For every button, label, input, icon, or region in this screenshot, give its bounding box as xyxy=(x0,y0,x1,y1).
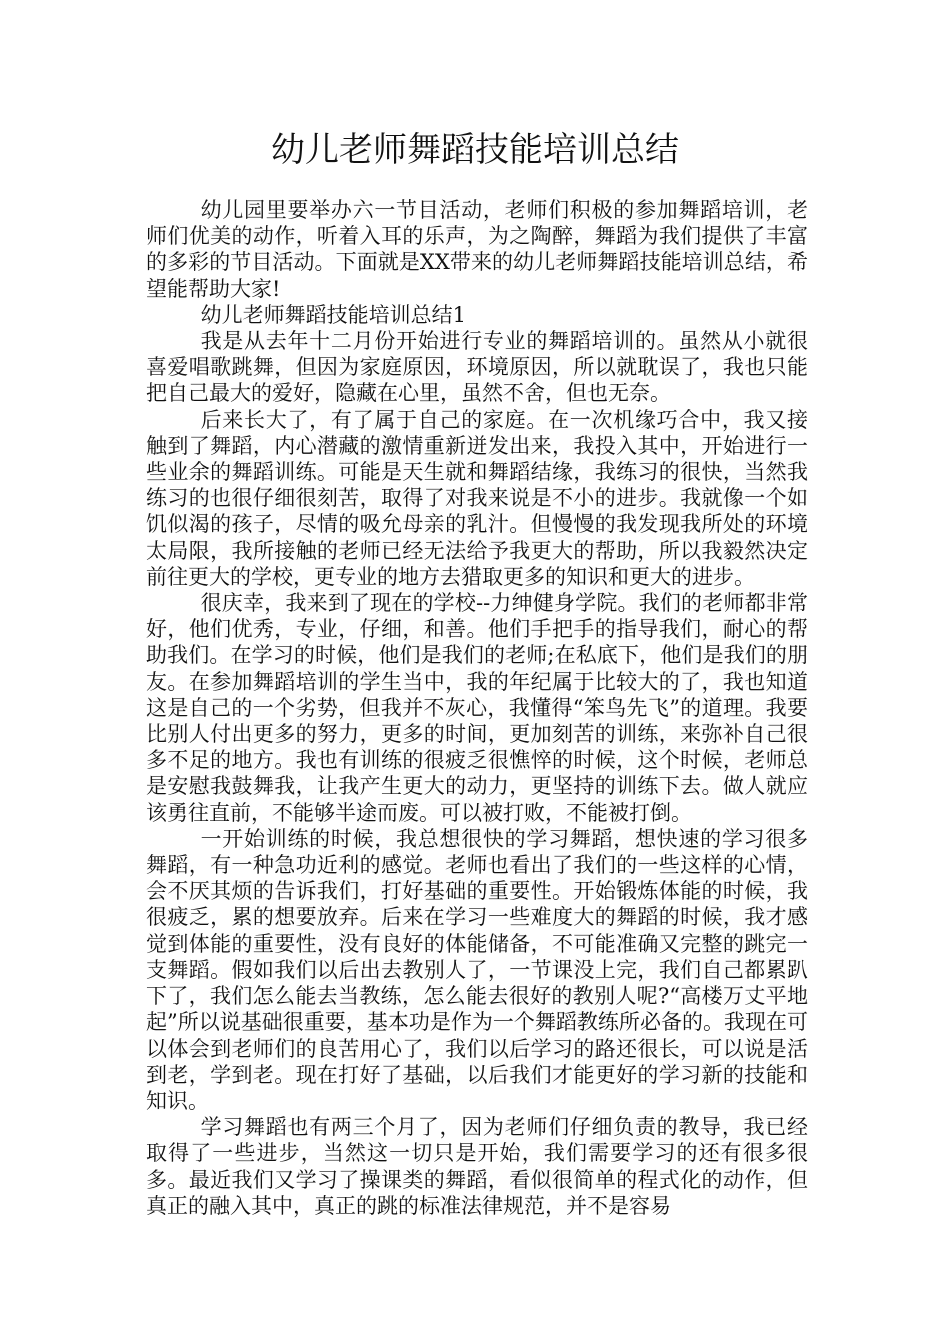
paragraph: 一开始训练的时候，我总想很快的学习舞蹈，想快速的学习很多舞蹈，有一种急功近利的感觉。老师也看出了我们的一些这样的心情，会不厌其烦的告诉我们，打好基础的重要性。开始锻炼体能的时候，我很疲乏，累的想要放弃。后来在学习一些难度大的舞蹈的时候，我才感觉到体能的重要性，没有良好的体能储备，不可能准确又完整的跳完一支舞蹈。假如我们以后出去教别人了，一节课没上完，我们自己都累趴下了，我们怎么能去当教练，怎么能去很好的教别人呢?“高楼万丈平地起”所以说基础很重要，基本功是作为一个舞蹈教练所必备的。我现在可以体会到老师们的良苦用心了，我们以后学习的路还很长，可以说是活到老，学到老。现在打好了基础，以后我们才能更好的学习新的技能和知识。 xyxy=(146,826,808,1113)
paragraph: 后来长大了，有了属于自己的家庭。在一次机缘巧合中，我又接触到了舞蹈，内心潜藏的激情重新迸发出来，我投入其中，开始进行一些业余的舞蹈训练。可能是天生就和舞蹈结缘，我练习的很快，当然我练习的也很仔细很刻苦，取得了对我来说是不小的进步。我就像一个如饥似渴的孩子，尽情的吸允母亲的乳汁。但慢慢的我发现我所处的环境太局限，我所接触的老师已经无法给予我更大的帮助，所以我毅然决定前往更大的学校，更专业的地方去猎取更多的知识和更大的进步。 xyxy=(146,407,808,589)
section-heading: 幼儿老师舞蹈技能培训总结1 xyxy=(200,302,466,327)
document-body xyxy=(146,197,808,1219)
paragraph: 很庆幸，我来到了现在的学校--力绅健身学院。我们的老师都非常好，他们优秀，专业，仔细，和善。他们手把手的指导我们，耐心的帮助我们。在学习的时候，他们是我们的老师;在私底下，他们是我们的朋友。在参加舞蹈培训的学生当中，我的年纪属于比较大的了，我也知道这是自己的一个劣势，但我并不灰心，我懂得“笨鸟先飞”的道理。我要比别人付出更多的努力，更多的时间，更加刻苦的训练，来弥补自己很多不足的地方。我也有训练的很疲乏很憔悴的时候，这个时候，老师总是安慰我鼓舞我，让我产生更大的动力，更坚持的训练下去。做人就应该勇往直前，不能够半途而废。可以被打败，不能被打倒。 xyxy=(146,591,808,825)
paragraph: 学习舞蹈也有两三个月了，因为老师们仔细负责的教导，我已经取得了一些进步，当然这一切只是开始，我们需要学习的还有很多很多。最近我们又学习了操课类的舞蹈，看似很简单的程式化的动作，但真正的融入其中，真正的跳的标准法律规范，并不是容易 xyxy=(146,1115,808,1218)
paragraph: 我是从去年十二月份开始进行专业的舞蹈培训的。虽然从小就很喜爱唱歌跳舞，但因为家庭原因，环境原因，所以就耽误了，我也只能把自己最大的爱好，隐藏在心里，虽然不舍，但也无奈。 xyxy=(146,329,808,406)
document-title: 幼儿老师舞蹈技能培训总结 xyxy=(271,130,679,170)
paragraph-intro: 幼儿园里要举办六一节目活动，老师们积极的参加舞蹈培训，老师们优美的动作，听着入耳的乐声，为之陶醉，舞蹈为我们提供了丰富的多彩的节目活动。下面就是XX带来的幼儿老师舞蹈技能培训总结，希望能帮助大家! xyxy=(146,198,808,301)
